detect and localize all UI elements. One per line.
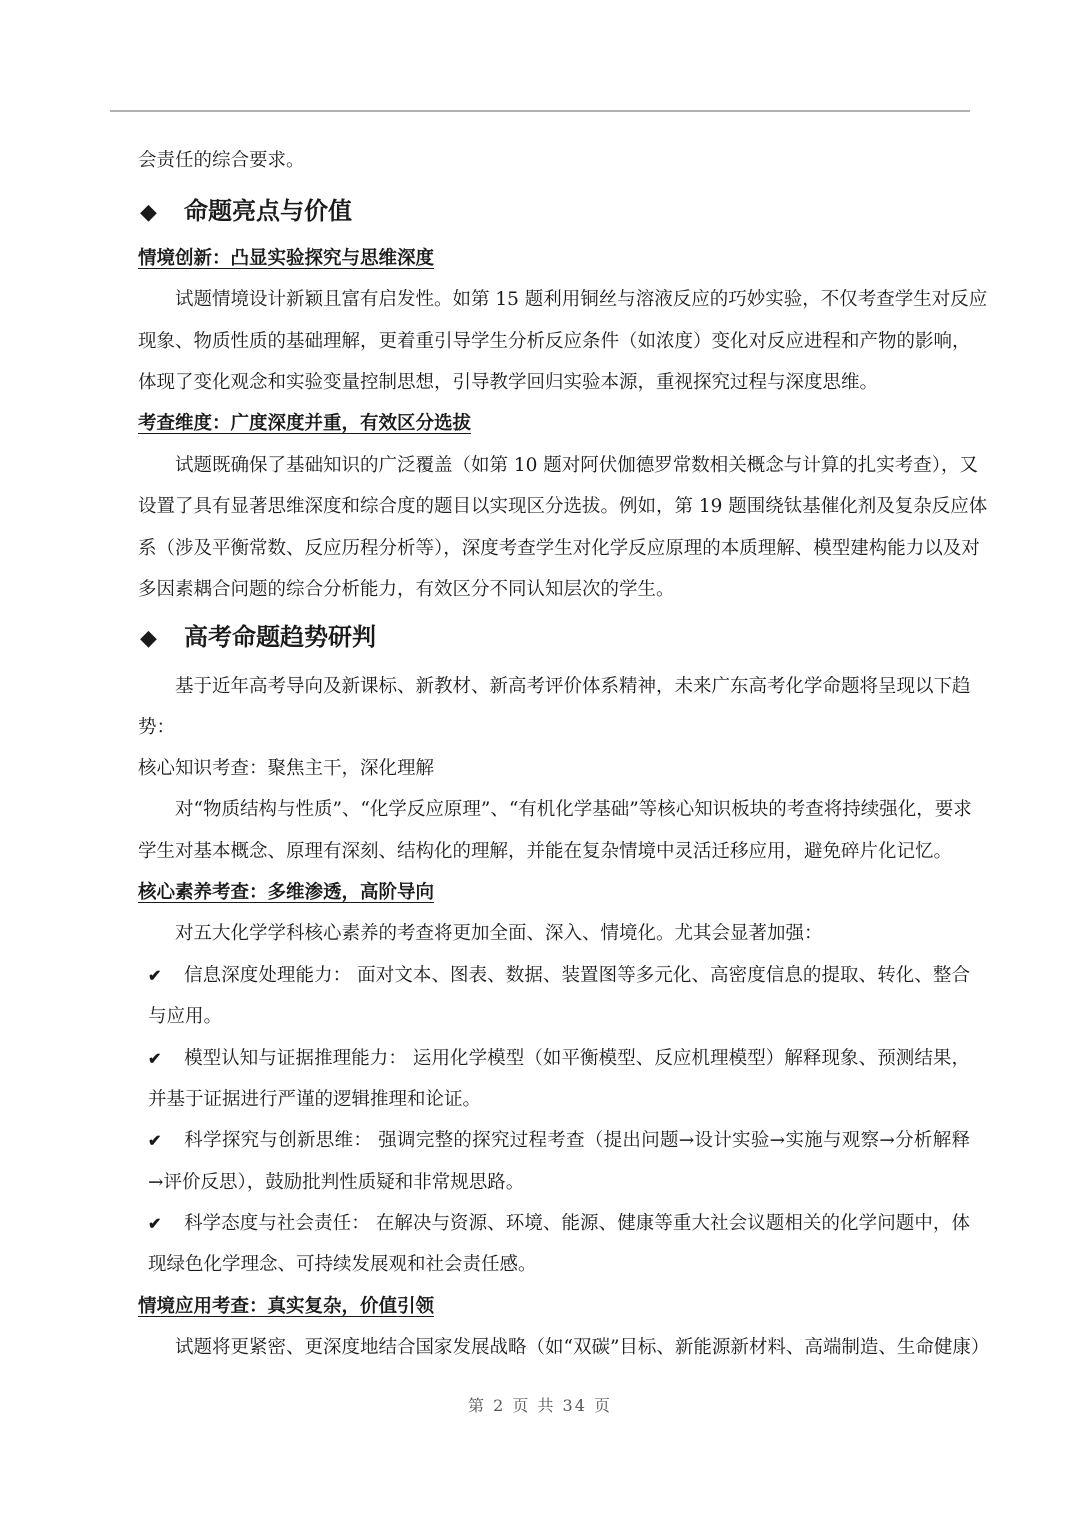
checklist-item: ✔ 信息深度处理能力： 面对文本、图表、数据、装置图等多元化、高密度信息的提取、转化、整合 xyxy=(148,961,970,991)
check-icon: ✔ xyxy=(148,1214,162,1233)
check-icon: ✔ xyxy=(148,1049,162,1068)
text-line: 多因素耦合问题的综合分析能力，有效区分不同认知层次的学生。 xyxy=(138,579,675,600)
subheading: 情境创新：凸显实验探究与思维深度 xyxy=(138,248,435,269)
page-number-footer: 第 2 页 共 34 页 xyxy=(468,1396,612,1415)
text-line: 试题将更紧密、更深度地结合国家发展战略（如“双碳”目标、新能源新材料、高端制造、生命健康） xyxy=(175,1337,990,1358)
text-line: →评价反思），鼓励批判性质疑和非常规思路。 xyxy=(148,1172,525,1193)
subheading: 情境应用考查：真实复杂，价值引领 xyxy=(138,1296,435,1317)
section-heading-highlights xyxy=(140,194,352,230)
check-icon: ✔ xyxy=(148,1131,162,1150)
text-line: 设置了具有显著思维深度和综合度的题目以实现区分选拔。例如，第 19 题围绕钛基催化剂及复杂反应体 xyxy=(138,496,988,517)
text-line: 会责任的综合要求。 xyxy=(138,150,305,171)
text-line: 对“物质结构与性质”、“化学反应原理”、“有机化学基础”等核心知识板块的考查将持续强化，要求 xyxy=(175,799,972,820)
text-line: 试题情境设计新颖且富有启发性。如第 15 题利用铜丝与溶液反应的巧妙实验，不仅考查学生对反应 xyxy=(175,289,988,310)
diamond-bullet-icon: ◆ xyxy=(140,626,157,651)
subheading: 核心素养考查：多维渗透，高阶导向 xyxy=(138,882,435,903)
subheading: 考查维度：广度深度并重，有效区分选拔 xyxy=(138,413,472,434)
text-line: 学生对基本概念、原理有深刻、结构化的理解，并能在复杂情境中灵活迁移应用，避免碎片化记忆。 xyxy=(138,841,953,862)
header-rule xyxy=(110,110,970,112)
check-icon: ✔ xyxy=(148,966,162,985)
checklist-item: ✔ 模型认知与证据推理能力： 运用化学模型（如平衡模型、反应机理模型）解释现象、预测结果， xyxy=(148,1044,970,1074)
checklist-item: ✔ 科学态度与社会责任： 在解决与资源、环境、能源、健康等重大社会议题相关的化学问题中，体 xyxy=(148,1209,970,1239)
section-heading-trends xyxy=(140,620,376,656)
text-line: 试题既确保了基础知识的广泛覆盖（如第 10 题对阿伏伽德罗常数相关概念与计算的扎实考查），又 xyxy=(175,455,979,476)
text-line: 体现了变化观念和实验变量控制思想，引导教学回归实验本源，重视探究过程与深度思维。 xyxy=(138,372,879,393)
text-line: 与应用。 xyxy=(148,1006,223,1027)
text-line: 现象、物质性质的基础理解，更着重引导学生分析反应条件（如浓度）变化对反应进程和产物的影响， xyxy=(138,331,971,352)
text-line: 基于近年高考导向及新课标、新教材、新高考评价体系精神，未来广东高考化学命题将呈现以下趋 xyxy=(175,676,971,697)
checklist-item: ✔ 科学探究与创新思维： 强调完整的探究过程考查（提出问题→设计实验→实施与观察→分析解释 xyxy=(148,1126,970,1156)
text-line: 势： xyxy=(138,717,176,738)
text-line: 对五大化学学科核心素养的考查将更加全面、深入、情境化。尤其会显著加强： xyxy=(175,923,823,944)
section-title: 高考命题趋势研判 xyxy=(184,623,376,651)
text-line: 核心知识考查：聚焦主干，深化理解 xyxy=(138,758,435,779)
text-line: 并基于证据进行严谨的逻辑推理和论证。 xyxy=(148,1089,482,1110)
diamond-bullet-icon: ◆ xyxy=(140,200,157,225)
text-line: 现绿色化学理念、可持续发展观和社会责任感。 xyxy=(148,1254,537,1275)
section-title: 命题亮点与价值 xyxy=(184,197,352,225)
text-line: 系（涉及平衡常数、反应历程分析等），深度考查学生对化学反应原理的本质理解、模型建构能力以及对 xyxy=(138,538,980,559)
